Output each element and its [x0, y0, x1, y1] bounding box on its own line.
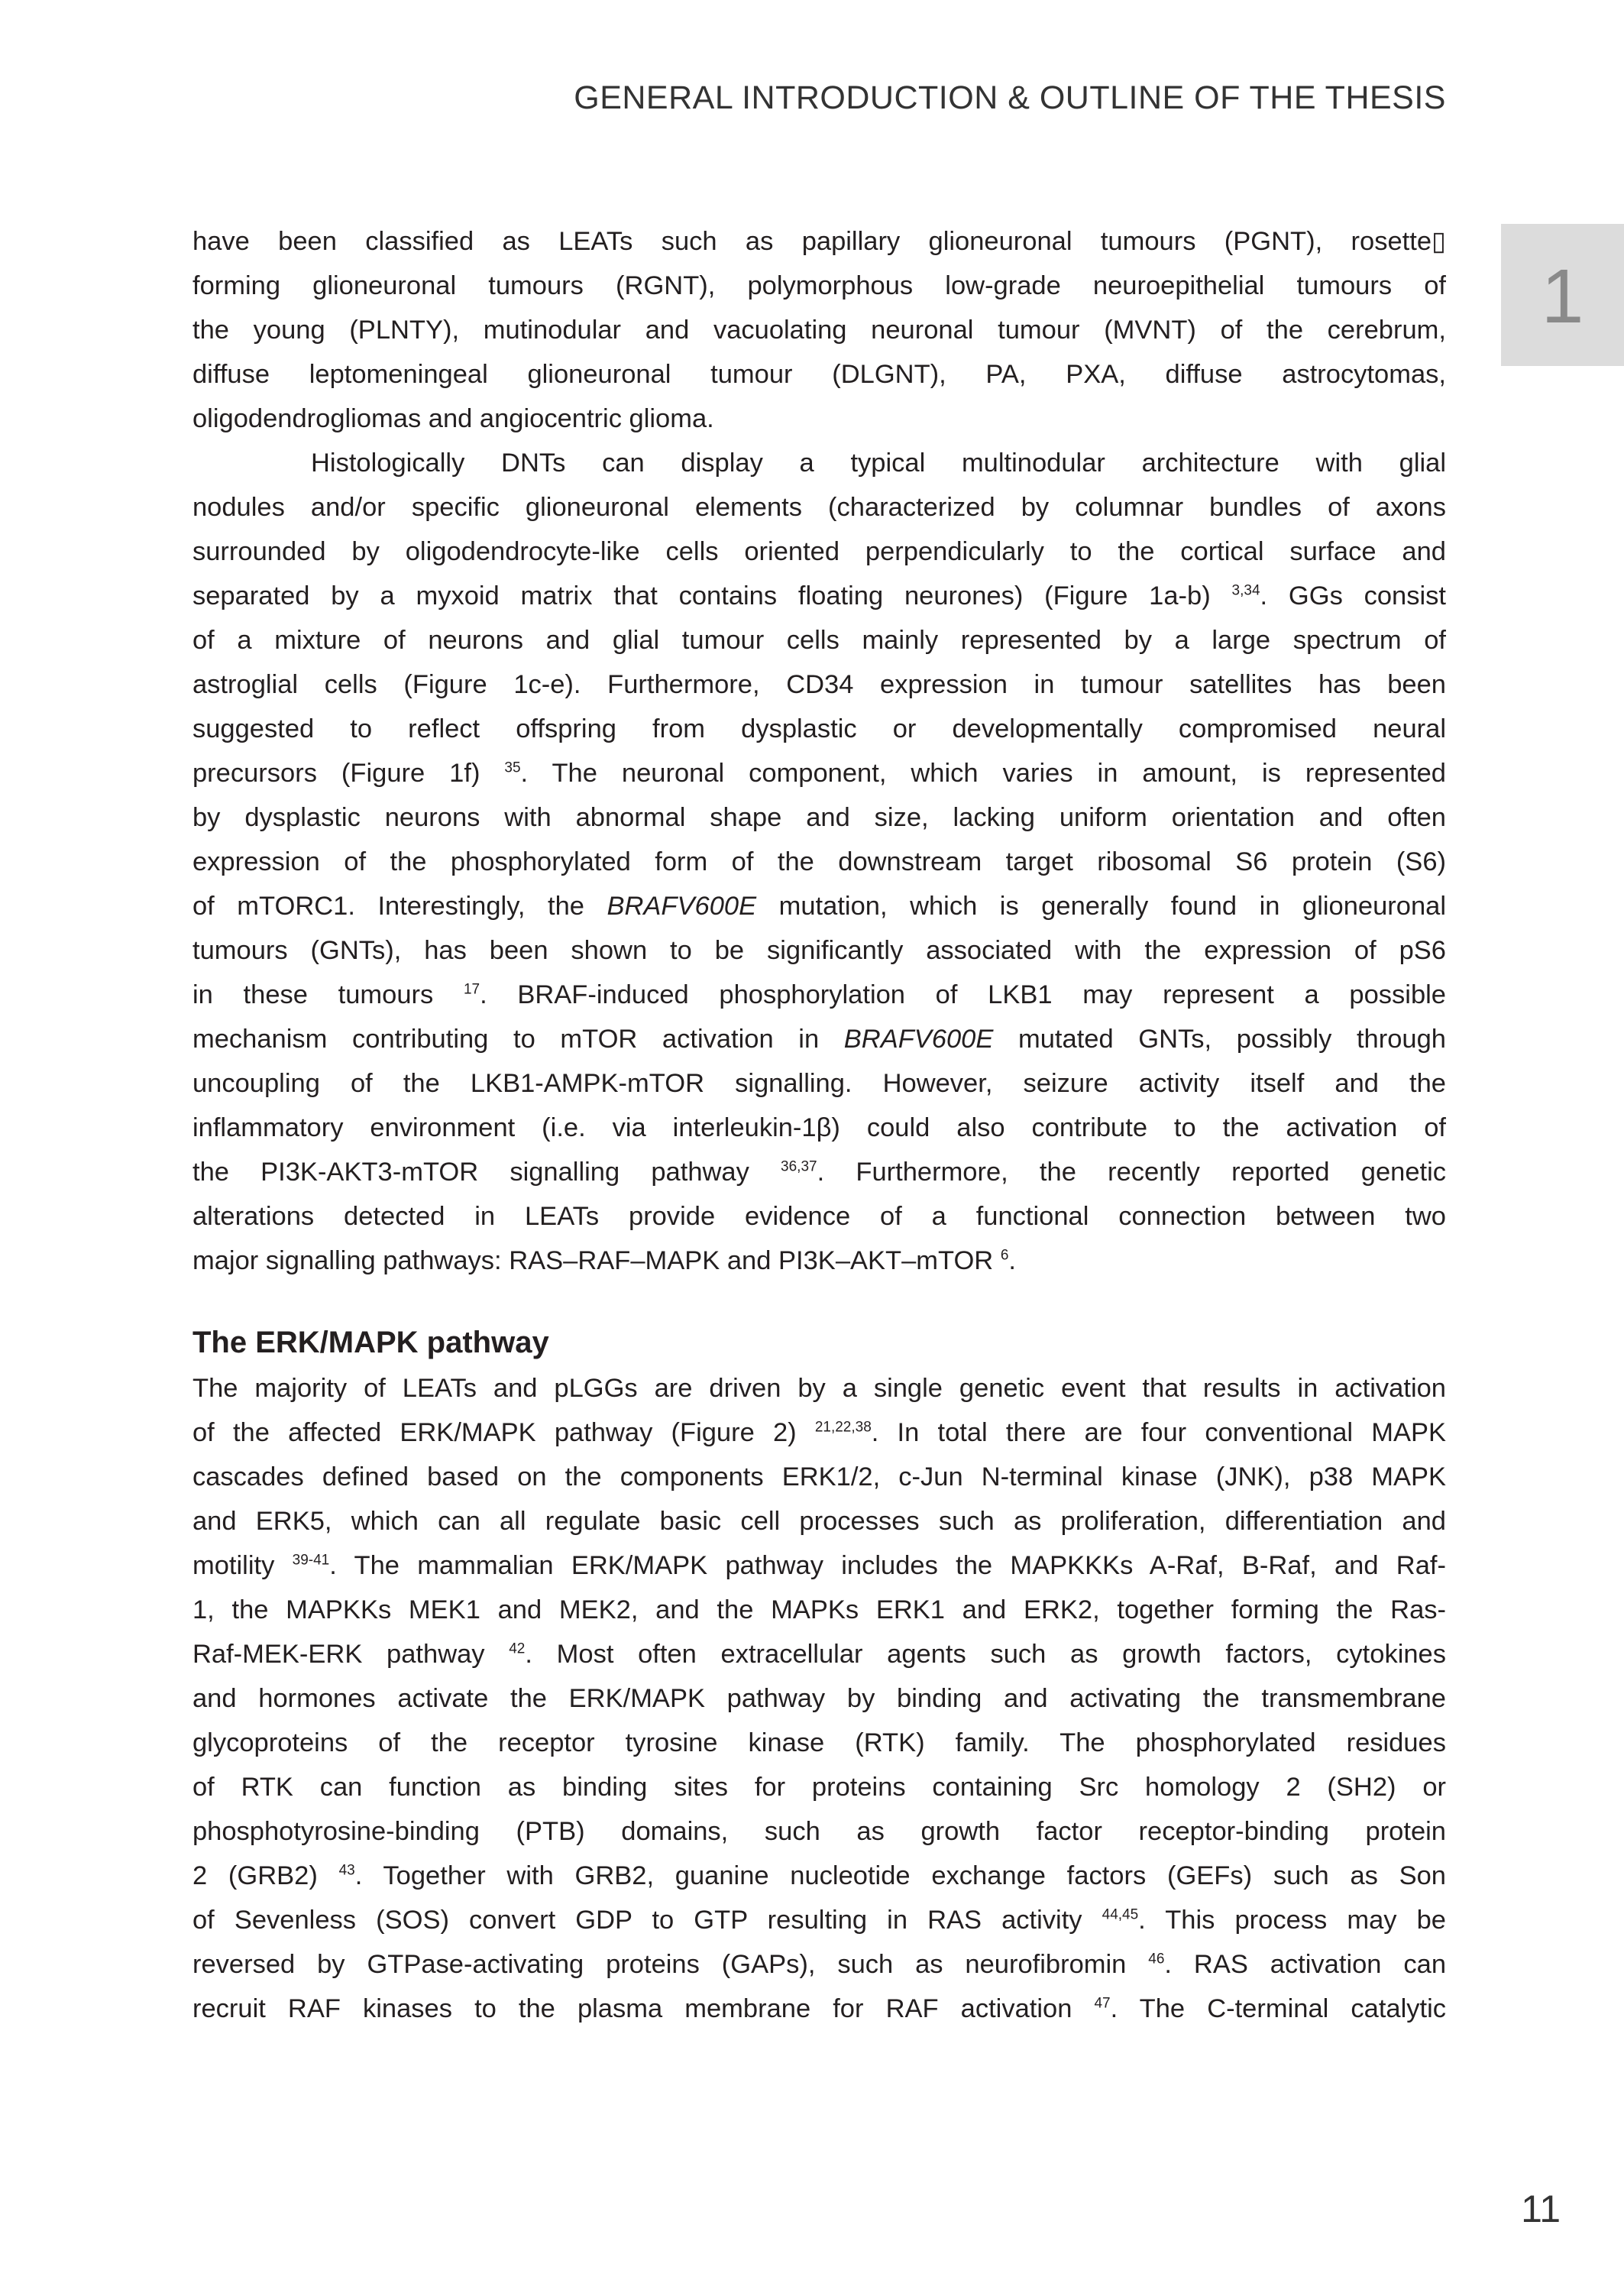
text-run: in these tumours: [192, 980, 464, 1009]
text-line: [192, 530, 1446, 574]
page-number: 11: [1521, 2188, 1561, 2230]
text-run: mechanism contributing to mTOR activation in: [192, 1025, 844, 1054]
text-line: [192, 1061, 1446, 1106]
text-run: mutated GNTs, possibly through: [993, 1025, 1446, 1054]
text-run: precursors (Figure 1f): [192, 759, 505, 788]
text-line: [192, 1410, 1446, 1455]
citation-superscript: 3,34: [1231, 582, 1260, 599]
text-run: . RAS activation can: [1164, 1950, 1447, 1979]
text-line: [192, 795, 1446, 840]
text-run: forming glioneuronal tumours (RGNT), polymorphous low-grade neuroepithelial tumours of: [192, 271, 1446, 300]
text-run: have been classified as LEATs such as papillary glioneuronal tumours (PGNT), rosette▯: [192, 227, 1446, 256]
text-run: phosphotyrosine-binding (PTB) domains, such as growth factor receptor-binding protein: [192, 1817, 1446, 1846]
text-run: . Most often extracellular agents such as growth factors, cytokines: [525, 1640, 1446, 1669]
text-run: by dysplastic neurons with abnormal shape and size, lacking uniform orientation and often: [192, 803, 1446, 832]
citation-superscript: 39-41: [292, 1552, 330, 1569]
text-run: suggested to reflect offspring from dysplastic or developmentally compromised neural: [192, 714, 1446, 743]
text-line: [192, 1588, 1446, 1632]
section-heading: The ERK/MAPK pathway: [192, 1326, 549, 1359]
text-line: [192, 1499, 1446, 1543]
text-run: the young (PLNTY), mutinodular and vacuolating neuronal tumour (MVNT) of the cerebrum,: [192, 316, 1446, 345]
text-line: [192, 618, 1446, 662]
text-run: . The C-terminal catalytic: [1110, 1994, 1447, 2023]
citation-superscript: 21,22,38: [814, 1419, 872, 1436]
text-run: recruit RAF kinases to the plasma membrane for RAF activation: [192, 1994, 1095, 2023]
text-run: Raf-MEK-ERK pathway: [192, 1640, 510, 1669]
text-line: [192, 1150, 1446, 1194]
text-run: 2 (GRB2): [192, 1861, 339, 1890]
text-run: .: [1008, 1246, 1016, 1275]
text-run: The majority of LEATs and pLGGs are driven by a single genetic event that results in activation: [192, 1374, 1446, 1403]
text-run: of RTK can function as binding sites for proteins containing Src homology 2 (SH2) or: [192, 1773, 1446, 1802]
text-line: [192, 1987, 1446, 2031]
text-run: and hormones activate the ERK/MAPK pathway by binding and activating the transmembrane: [192, 1684, 1446, 1713]
text-run: . The mammalian ERK/MAPK pathway includes the MAPKKKs A-Raf, B-Raf, and Raf-: [329, 1551, 1446, 1580]
text-run: and ERK5, which can all regulate basic cell processes such as proliferation, differentiation and: [192, 1507, 1446, 1536]
text-run: reversed by GTPase-activating proteins (GAPs), such as neurofibromin: [192, 1950, 1149, 1979]
body-text-intro: [192, 219, 1446, 1283]
text-run: 1, the MAPKKs MEK1 and MEK2, and the MAPKs ERK1 and ERK2, together forming the Ras-: [192, 1595, 1446, 1624]
citation-superscript: 35: [504, 759, 521, 776]
text-line: [192, 485, 1446, 530]
text-run: of a mixture of neurons and glial tumour cells mainly represented by a large spectrum of: [192, 626, 1446, 655]
text-line: [192, 397, 1446, 441]
text-run: glycoproteins of the receptor tyrosine kinase (RTK) family. The phosphorylated residues: [192, 1728, 1446, 1757]
citation-superscript: 46: [1148, 1951, 1165, 1968]
italic-gene-name: BRAFV600E: [607, 892, 757, 921]
citation-superscript: 6: [1000, 1247, 1009, 1264]
text-line: [192, 884, 1446, 928]
text-line: [192, 352, 1446, 397]
text-run: uncoupling of the LKB1-AMPK-mTOR signalling. However, seizure activity itself and the: [192, 1069, 1446, 1098]
text-line: [192, 1632, 1446, 1676]
text-line: [192, 1676, 1446, 1721]
text-line: [192, 928, 1446, 973]
text-line: [192, 1106, 1446, 1150]
text-run: inflammatory environment (i.e. via interleukin-1β) could also contribute to the activation of: [192, 1113, 1446, 1142]
text-run: the PI3K-AKT3-mTOR signalling pathway: [192, 1158, 781, 1187]
text-run: . BRAF-induced phosphorylation of LKB1 may represent a possible: [480, 980, 1446, 1009]
citation-superscript: 44,45: [1102, 1906, 1139, 1923]
text-line: [192, 1854, 1446, 1898]
citation-superscript: 17: [463, 981, 480, 998]
text-run: . Together with GRB2, guanine nucleotide exchange factors (GEFs) such as Son: [354, 1861, 1446, 1890]
text-line: [192, 574, 1446, 618]
text-run: of mTORC1. Interestingly, the: [192, 892, 607, 921]
text-run: cascades defined based on the components ERK1/2, c-Jun N-terminal kinase (JNK), p38 MAPK: [192, 1462, 1446, 1491]
citation-superscript: 42: [509, 1640, 526, 1657]
text-run: nodules and/or specific glioneuronal elements (characterized by columnar bundles of axons: [192, 493, 1446, 522]
text-run: major signalling pathways: RAS–RAF–MAPK and PI3K–AKT–mTOR: [192, 1246, 1001, 1275]
italic-gene-name: BRAFV600E: [843, 1025, 994, 1054]
text-line: [192, 264, 1446, 308]
text-run: Histologically DNTs can display a typical multinodular architecture with glial: [311, 449, 1446, 478]
text-line: [192, 707, 1446, 751]
text-line: [192, 662, 1446, 707]
text-run: alterations detected in LEATs provide evidence of a functional connection between two: [192, 1202, 1446, 1231]
text-line: [192, 219, 1446, 264]
citation-superscript: 47: [1094, 1995, 1111, 2012]
text-line: [192, 1543, 1446, 1588]
text-run: of Sevenless (SOS) convert GDP to GTP resulting in RAS activity: [192, 1906, 1102, 1935]
chapter-number: 1: [1541, 254, 1584, 339]
text-run: surrounded by oligodendrocyte-like cells oriented perpendicularly to the cortical surface and: [192, 537, 1446, 566]
text-line: [192, 1942, 1446, 1987]
body-text-erk-mapk: [192, 1366, 1446, 2031]
text-line: [192, 973, 1446, 1017]
text-line: [192, 1765, 1446, 1809]
citation-superscript: 36,37: [781, 1158, 817, 1175]
text-run: tumours (GNTs), has been shown to be significantly associated with the expression of pS6: [192, 936, 1446, 965]
text-run: . This process may be: [1138, 1906, 1446, 1935]
text-line: [192, 308, 1446, 352]
text-run: of the affected ERK/MAPK pathway (Figure 2): [192, 1418, 815, 1447]
text-line: [192, 1017, 1446, 1061]
text-run: . In total there are four conventional MAPK: [871, 1418, 1446, 1447]
text-line: [192, 1366, 1446, 1410]
citation-superscript: 43: [338, 1862, 355, 1879]
text-run: expression of the phosphorylated form of the downstream target ribosomal S6 protein (S6): [192, 847, 1446, 876]
text-run: motility: [192, 1551, 293, 1580]
text-run: diffuse leptomeningeal glioneuronal tumour (DLGNT), PA, PXA, diffuse astrocytomas,: [192, 360, 1446, 389]
text-line: [192, 1721, 1446, 1765]
text-line: [192, 1809, 1446, 1854]
text-line: [192, 1194, 1446, 1239]
text-run: astroglial cells (Figure 1c-e). Furthermore, CD34 expression in tumour satellites has been: [192, 670, 1446, 699]
text-run: . Furthermore, the recently reported genetic: [817, 1158, 1447, 1187]
text-run: mutation, which is generally found in glioneuronal: [756, 892, 1446, 921]
text-run: . GGs consist: [1260, 581, 1446, 610]
text-run: separated by a myxoid matrix that contains floating neurones) (Figure 1a-b): [192, 581, 1232, 610]
text-line: [192, 751, 1446, 795]
text-run: . The neuronal component, which varies in amount, is represented: [520, 759, 1446, 788]
chapter-tab: [1501, 224, 1624, 366]
text-line: [192, 840, 1446, 884]
text-line: [192, 441, 1446, 485]
text-line: [192, 1455, 1446, 1499]
running-header: GENERAL INTRODUCTION & OUTLINE OF THE THESIS: [574, 79, 1446, 116]
text-line: [192, 1239, 1446, 1283]
text-run: oligodendrogliomas and angiocentric glioma.: [192, 404, 714, 433]
text-line: [192, 1898, 1446, 1942]
